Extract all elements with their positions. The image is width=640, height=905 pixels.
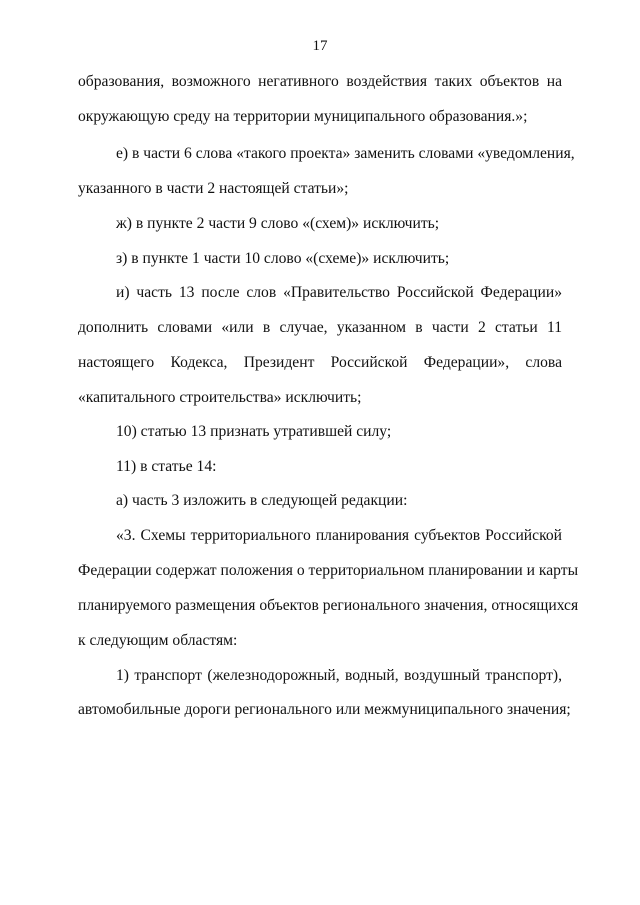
- text-line: планируемого размещения объектов регионального значения, относящихся: [78, 597, 579, 614]
- text-line: образования, возможного негативного воздействия таких объектов на: [78, 73, 562, 90]
- text-line: «капитального строительства» исключить;: [78, 389, 362, 406]
- text-line: настоящего Кодекса, Президент Российской Федерации», слова: [78, 354, 562, 371]
- text-line: 10) статью 13 признать утратившей силу;: [116, 423, 392, 440]
- text-line: и) часть 13 после слов «Правительство Российской Федерации»: [116, 284, 562, 301]
- text-line: окружающую среду на территории муниципального образования.»;: [78, 108, 528, 125]
- text-line: дополнить словами «или в случае, указанном в части 2 статьи 11: [78, 319, 562, 336]
- text-line: 11) в статье 14:: [116, 458, 217, 475]
- text-line: автомобильные дороги регионального или межмуниципального значения;: [78, 701, 571, 718]
- page-number: 17: [312, 38, 328, 54]
- text-line: 1) транспорт (железнодорожный, водный, воздушный транспорт),: [116, 667, 562, 684]
- text-line: Федерации содержат положения о территориальном планировании и карты: [78, 562, 579, 579]
- text-line: е) в части 6 слова «такого проекта» заменить словами «уведомления,: [116, 145, 575, 162]
- text-line: з) в пункте 1 части 10 слово «(схеме)» исключить;: [116, 250, 450, 267]
- text-line: а) часть 3 изложить в следующей редакции:: [116, 492, 408, 509]
- text-line: указанного в части 2 настоящей статьи»;: [78, 180, 349, 197]
- text-line: ж) в пункте 2 части 9 слово «(схем)» исключить;: [116, 215, 440, 232]
- text-line: к следующим областям:: [78, 632, 238, 649]
- text-line: «3. Схемы территориального планирования субъектов Российской: [116, 527, 562, 544]
